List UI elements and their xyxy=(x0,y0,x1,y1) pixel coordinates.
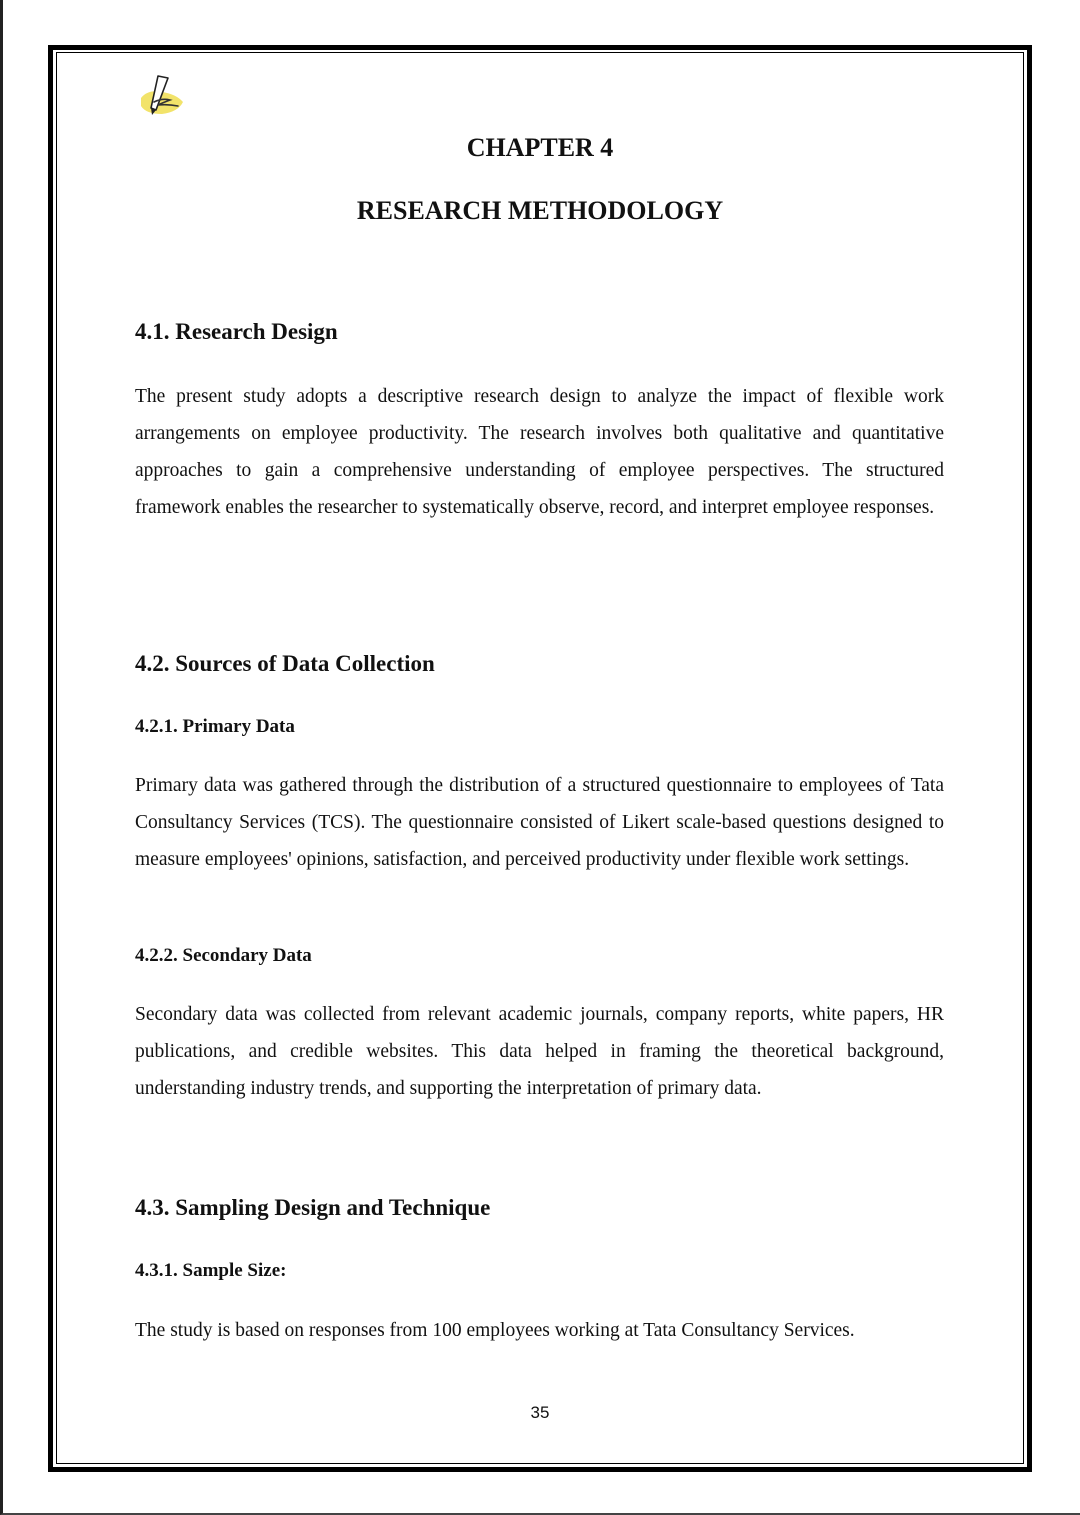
section-heading-research-design: 4.1. Research Design xyxy=(135,319,338,344)
subsection-heading-secondary-data: 4.2.2. Secondary Data xyxy=(135,945,312,966)
section-heading-data-collection: 4.2. Sources of Data Collection xyxy=(135,651,435,676)
chapter-title: RESEARCH METHODOLOGY xyxy=(356,196,724,225)
paragraph-secondary-data: Secondary data was collected from relevant academic journals, company reports, white papers, HR publications, and credible websites. This data helped in framing the theoretical background, understanding industry trends, and supporting the interpretation of primary data. xyxy=(135,1004,944,1099)
pen-writing-icon xyxy=(138,72,190,118)
subsection-heading-sample-size: 4.3.1. Sample Size: xyxy=(135,1260,287,1281)
paragraph-primary-data: Primary data was gathered through the distribution of a structured questionnaire to employees of Tata Consultancy Services (TCS). The questionnaire consisted of Likert scale-based questions designed to measure employees' opinions, satisfaction, and perceived productivity under flexible work settings. xyxy=(135,775,944,870)
chapter-number: CHAPTER 4 xyxy=(466,133,614,162)
paragraph-research-design: The present study adopts a descriptive research design to analyze the impact of flexible work arrangements on employee productivity. The research involves both qualitative and quantitative approaches to gain a comprehensive understanding of employee perspectives. The structured framework enables the researcher to systematically observe, record, and interpret employee responses. xyxy=(135,386,944,518)
page-border-inner xyxy=(56,52,1024,1464)
paragraph-sample-size: The study is based on responses from 100 employees working at Tata Consultancy Services. xyxy=(135,1320,855,1341)
page-number: 35 xyxy=(530,1403,550,1422)
section-heading-sampling: 4.3. Sampling Design and Technique xyxy=(135,1195,491,1220)
subsection-heading-primary-data: 4.2.1. Primary Data xyxy=(135,716,295,737)
